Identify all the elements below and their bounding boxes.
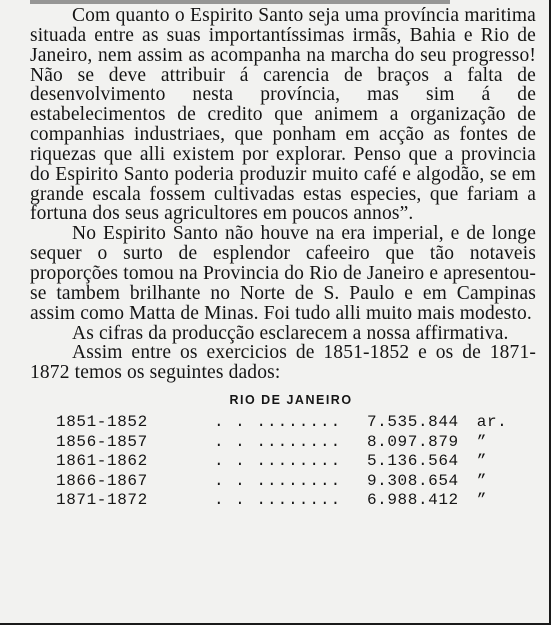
paragraph-espirito-santo-province: Com quanto o Espirito Santo seja uma província maritima situada entre as suas importantíssimas irmãs, Bahia e Rio de Janeiro, nem assim as acompanha na marcha do seu progresso! Não se deve attribuir á carencia de braços a falta de desenvolvimento nesta província, mas sim á de estabelecimentos de credito que animem a organização de companhias industriaes, que ponham em acção as fontes de riquezas que alli existem por explorar. Penso que a provincia do Espirito Santo poderia produzir muito café e algodão, se em grande escala fossem cultivadas estas especies, que fariam a fortuna dos seus agricultores em poucos annos”.	[30, 5, 536, 225]
row-unit: ”	[476, 452, 487, 471]
table-heading: RIO DE JANEIRO	[229, 393, 353, 408]
table-row	[30, 452, 536, 472]
row-period: 1856-1857	[56, 432, 148, 451]
table-row	[30, 472, 536, 492]
table-row	[30, 413, 536, 433]
row-period: 1866-1867	[56, 471, 148, 490]
row-value: 6.988.412	[366, 491, 459, 510]
row-unit: ”	[476, 491, 487, 510]
row-value: 5.136.564	[366, 452, 459, 471]
row-value: 7.535.844	[366, 413, 459, 432]
row-period: 1871-1872	[56, 491, 148, 510]
table-row	[30, 491, 536, 511]
row-unit: ar.	[476, 413, 508, 432]
row-value: 9.308.654	[366, 471, 459, 490]
row-leader-dots: . . ........	[213, 452, 342, 471]
row-leader-dots: . . ........	[213, 413, 342, 432]
paragraph-production-figures: As cifras da producção esclarecem a nossa affirmativa.	[72, 322, 509, 344]
row-unit: ”	[476, 471, 487, 490]
row-period: 1851-1852	[56, 413, 148, 432]
row-leader-dots: . . ........	[213, 471, 342, 490]
row-leader-dots: . . ........	[213, 491, 342, 510]
row-unit: ”	[476, 432, 487, 451]
previous-text-remnant	[30, 0, 450, 4]
article-column	[30, 6, 536, 511]
row-period: 1861-1862	[56, 452, 148, 471]
paragraph-coffee-boom: No Espirito Santo não houve na era imperial, e de longe sequer o surto de esplendor cafeeiro que tão notaveis proporções tomou na Provincia do Rio de Janeiro e apresentou-se tambem brilhante no Norte de S. Paulo e em Campinas assim como Matta de Minas. Foi tudo alli muito mais modesto.	[30, 223, 536, 324]
paragraph-fiscal-years: Assim entre os exercicios de 1851-1852 e os de 1871-1872 temos os seguintes dados:	[30, 342, 536, 384]
table-row	[30, 433, 536, 453]
row-value: 8.097.879	[366, 432, 459, 451]
row-leader-dots: . . ........	[213, 432, 342, 451]
production-table	[30, 413, 536, 511]
